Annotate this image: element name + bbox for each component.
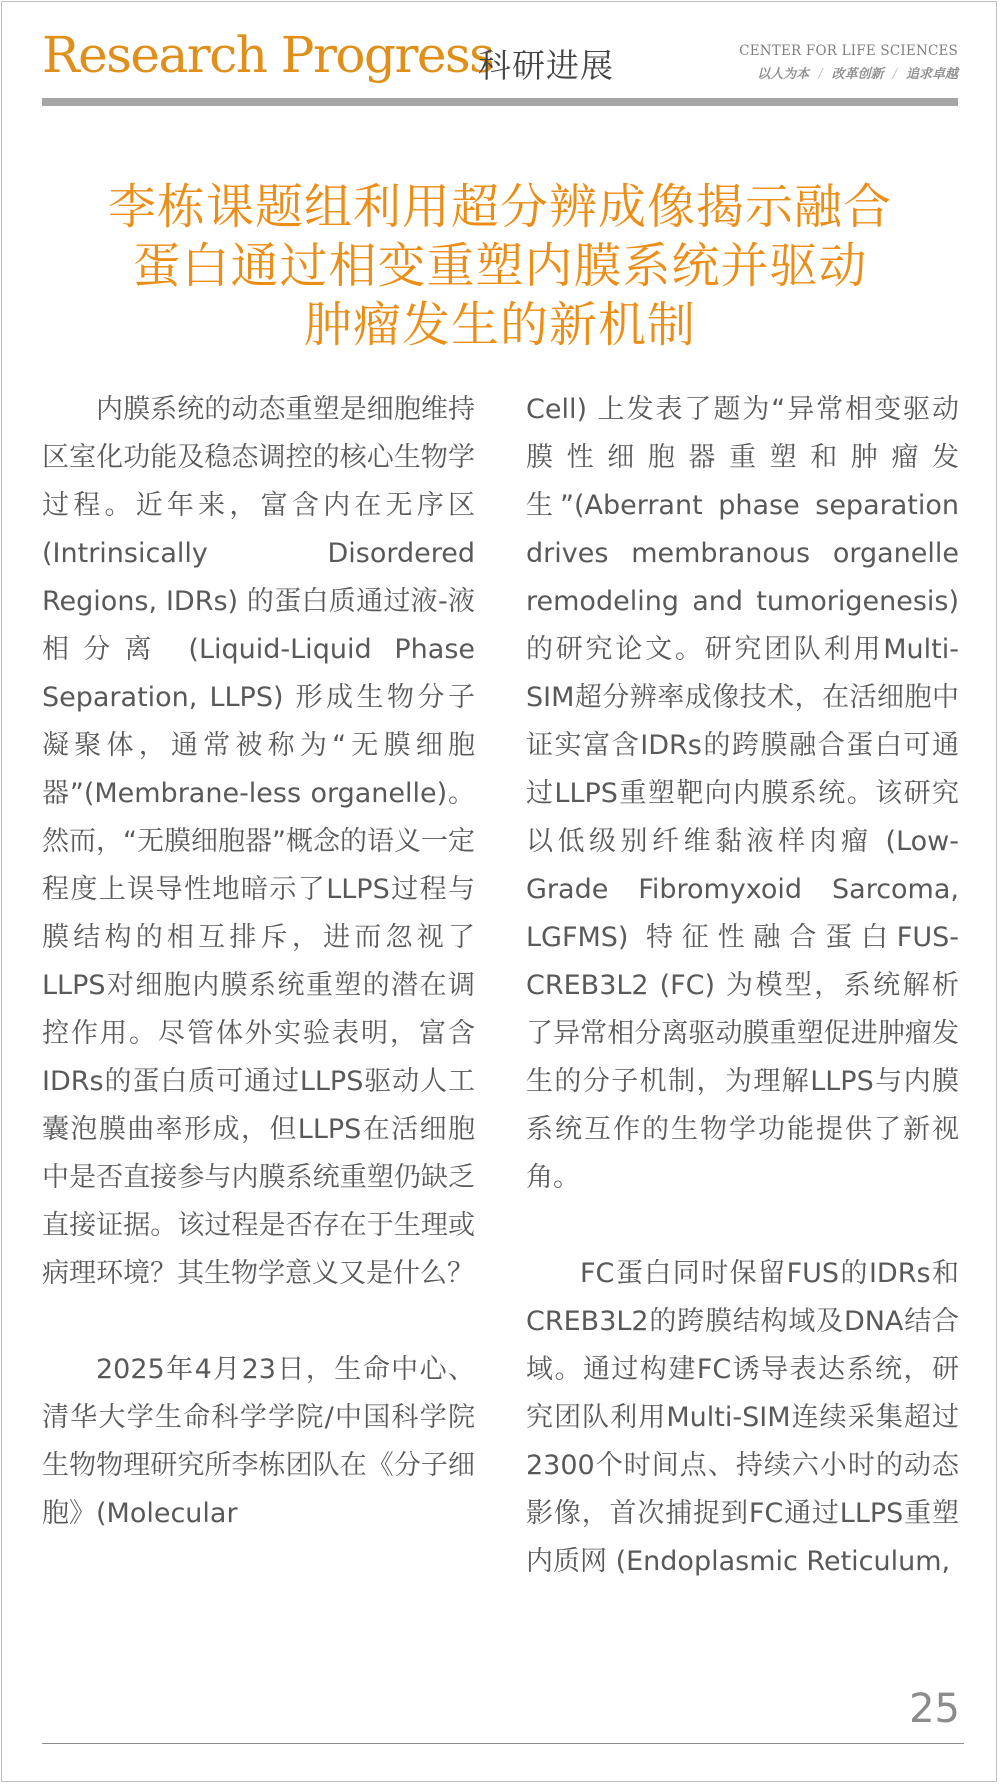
paragraph: Cell) 上发表了题为“异常相变驱动膜性细胞器重塑和肿瘤发生”(Aberrant phase separation drives membranous organelle remodeling and tumorigenesis) 的研究论文。研究团队利用Multi-SIM超分辨率成像技术，在活细胞中证实富含IDRs的跨膜融合蛋白可通过LLPS重塑靶向内膜系统。该研究以低级别纤维黏液样肉瘤 (Low-Grade Fibromyxoid Sarcoma, LGFMS) 特征性融合蛋白FUS-CREB3L2 (FC) 为模型，系统解析了异常相分离驱动膜重塑促进肿瘤发生的分子机制，为理解LLPS与内膜系统互作的生物学功能提供了新视角。 [526,394,959,1193]
slogan-separator: / [892,67,897,82]
article-title-line: 肿瘤发生的新机制 [303,297,696,353]
slogan-1: 以人为本 [757,67,810,82]
section-title-cn: 科研进展 [478,46,614,85]
page-number: 25 [909,1686,960,1732]
article-title [42,178,958,355]
section-title-en: Research Progress [42,26,494,84]
article-title-line: 李栋课题组利用超分辨成像揭示融合 [107,179,892,235]
left-column [42,386,475,1586]
article-title-line: 蛋白通过相变重塑内膜系统并驱动 [132,238,868,294]
slogan-3: 追求卓越 [905,67,958,82]
footer-rule [42,1743,964,1744]
paragraph: FC蛋白同时保留FUS的IDRs和CREB3L2的跨膜结构域及DNA结合域。通过构建FC诱导表达系统，研究团队利用Multi-SIM连续采集超过2300个时间点、持续六小时的动态影像，首次捕捉到FC通过LLPS重塑内质网 (Endoplasmic Reticulum, [526,1258,959,1577]
paragraph: 2025年4月23日，生命中心、清华大学生命科学学院/中国科学院生物物理研究所李栋团队在《分子细胞》(Molecular [42,1354,475,1529]
slogan-2: 改革创新 [831,67,884,82]
slogan-separator: / [818,67,823,82]
right-column [526,386,959,1634]
center-name: CENTER FOR LIFE SCIENCES [739,43,958,59]
header-slogans [757,63,958,82]
header-rule [42,98,958,106]
paragraph: 内膜系统的动态重塑是细胞维持区室化功能及稳态调控的核心生物学过程。近年来，富含内在无序区 (Intrinsically Disordered Regions, IDRs) 的蛋白质通过液-液相分离 (Liquid-Liquid Phase Separation, LLPS) 形成生物分子凝聚体，通常被称为“无膜细胞器”(Membrane-less organelle)。然而，“无膜细胞器”概念的语义一定程度上误导性地暗示了LLPS过程与膜结构的相互排斥，进而忽视了LLPS对细胞内膜系统重塑的潜在调控作用。尽管体外实验表明，富含IDRs的蛋白质可通过LLPS驱动人工囊泡膜曲率形成，但LLPS在活细胞中是否直接参与内膜系统重塑仍缺乏直接证据。该过程是否存在于生理或病理环境？其生物学意义又是什么？ [42,394,475,1289]
